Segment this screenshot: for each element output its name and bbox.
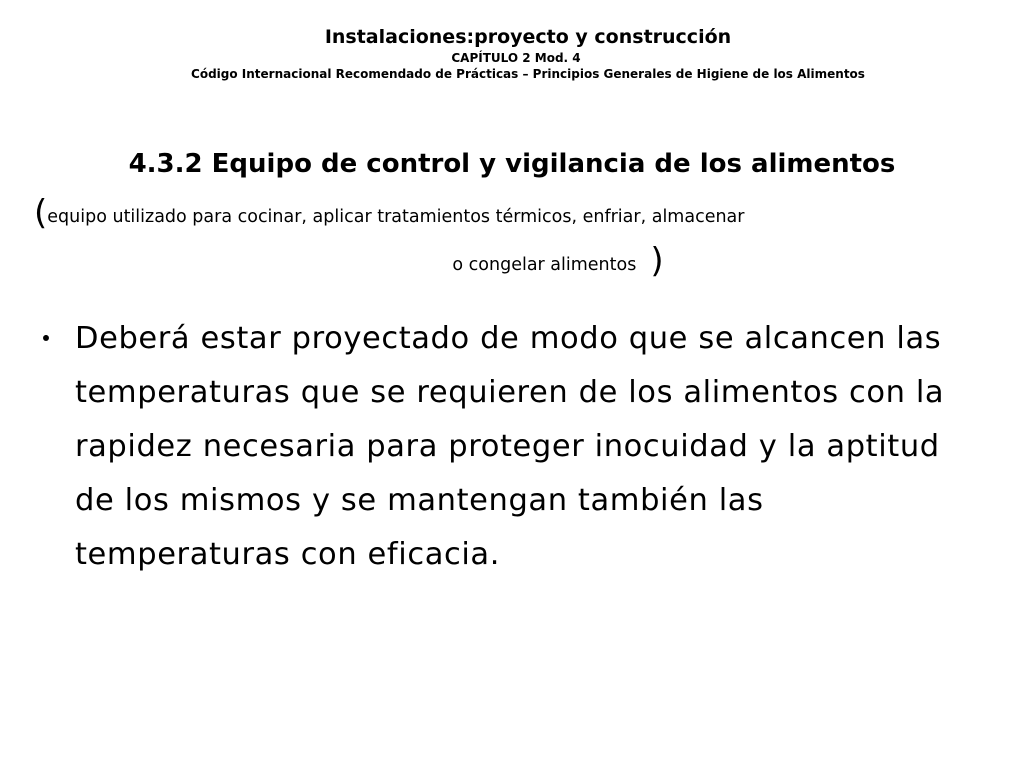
subtitle-close-paren: ) bbox=[650, 241, 664, 281]
slide-header bbox=[0, 24, 1024, 83]
bullet-list bbox=[30, 312, 990, 582]
subtitle-text-2: o congelar alimentos bbox=[452, 255, 637, 275]
slide-subtitle bbox=[34, 193, 994, 281]
bullet-item: Deberá estar proyectado de modo que se alcancen las temperaturas que se requieren de los alimentos con la rapidez necesaria para proteger inocuidad y la aptitud de los mismos y se mantengan también las temperaturas con eficacia. bbox=[75, 321, 945, 572]
header-title: Instalaciones:proyecto y construcción bbox=[324, 26, 732, 48]
bullet-marker: ・ bbox=[30, 320, 63, 358]
header-chapter: CAPÍTULO 2 Mod. 4 bbox=[451, 51, 581, 65]
slide-title: 4.3.2 Equipo de control y vigilancia de los alimentos bbox=[128, 149, 896, 179]
subtitle-open-paren: ( bbox=[34, 193, 48, 233]
header-code-reference: Código Internacional Recomendado de Prácticas – Principios Generales de Higiene de los Alimentos bbox=[191, 67, 865, 81]
subtitle-text-1: equipo utilizado para cocinar, aplicar tratamientos térmicos, enfriar, almacenar bbox=[47, 207, 745, 227]
subtitle-line-1 bbox=[34, 193, 994, 233]
subtitle-line-2 bbox=[34, 241, 994, 281]
